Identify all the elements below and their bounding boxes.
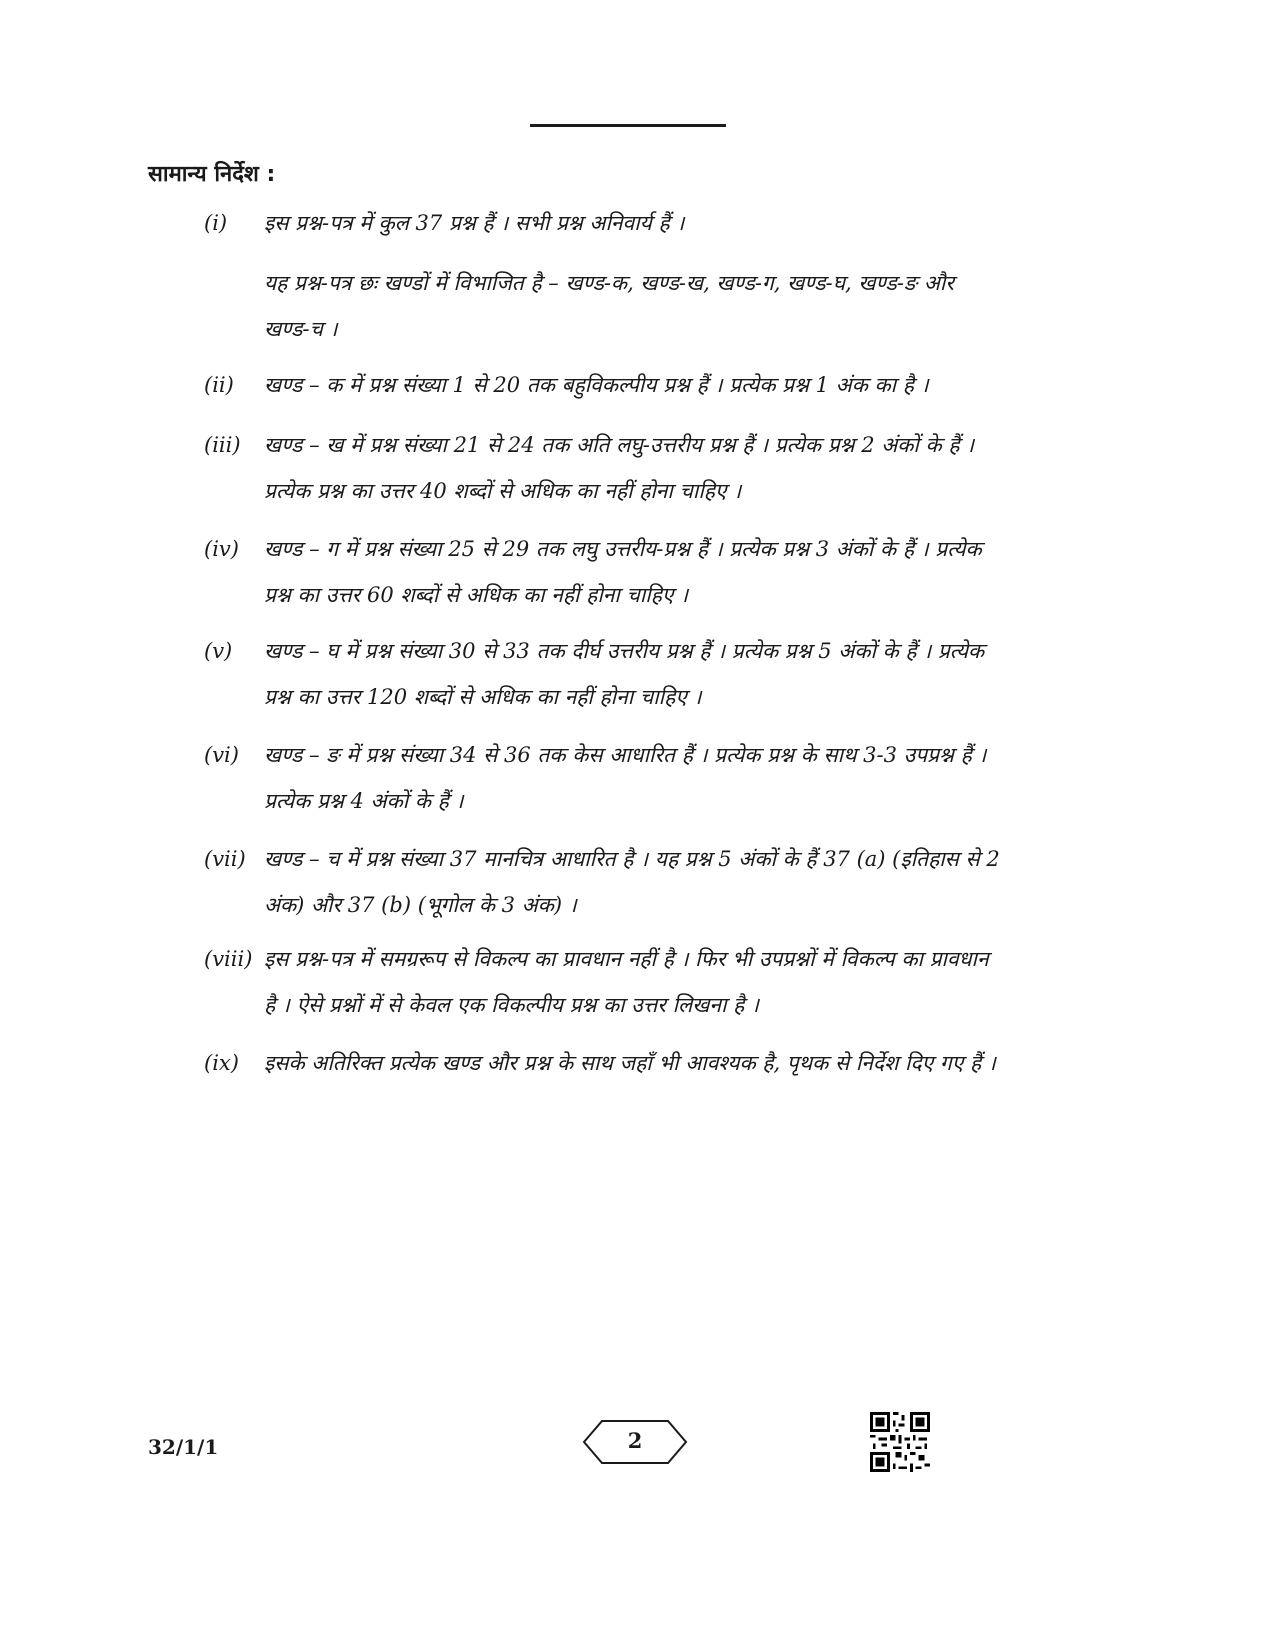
instruction-line — [264, 246, 1104, 260]
instruction-text — [264, 936, 1104, 1028]
instruction-text — [264, 1040, 1104, 1086]
top-divider — [530, 124, 726, 127]
instruction-number: (iv) — [204, 537, 239, 561]
instruction-line: प्रत्येक प्रश्न का उत्तर 40 शब्दों से अधिक का नहीं होना चाहिए । — [264, 479, 742, 503]
instruction-line: खण्ड – ख में प्रश्न संख्या 21 से 24 तक अति लघु-उत्तरीय प्रश्न हैं । प्रत्येक प्रश्न 2 अंकों के हैं । — [264, 433, 975, 457]
instruction-number: (iii) — [204, 433, 241, 457]
instruction-line: है । ऐसे प्रश्नों में से केवल एक विकल्पीय प्रश्न का उत्तर लिखना है । — [264, 993, 759, 1017]
instruction-line: प्रश्न का उत्तर 60 शब्दों से अधिक का नहीं होना चाहिए । — [264, 583, 689, 607]
instruction-line: खण्ड – ग में प्रश्न संख्या 25 से 29 तक लघु उत्तरीय-प्रश्न हैं । प्रत्येक प्रश्न 3 अंकों के हैं । प्रत्येक — [264, 537, 982, 561]
instruction-text — [264, 526, 1104, 618]
instruction-text — [264, 836, 1104, 928]
instruction-line: खण्ड – ङ में प्रश्न संख्या 34 से 36 तक केस आधारित हैं । प्रत्येक प्रश्न के साथ 3-3 उपप्रश्न हैं । — [264, 743, 987, 767]
general-instructions-heading: सामान्य निर्देश : — [148, 162, 276, 187]
instruction-line: खण्ड-च । — [264, 317, 338, 341]
instruction-text — [264, 422, 1104, 514]
instruction-line: अंक) और 37 (b) (भूगोल के 3 अंक) । — [264, 893, 577, 917]
page-number-badge — [580, 1418, 690, 1466]
instruction-number: (v) — [204, 639, 233, 663]
instruction-line: प्रत्येक प्रश्न 4 अंकों के हैं । — [264, 789, 464, 813]
instruction-number: (i) — [204, 211, 228, 235]
instruction-text — [264, 200, 1104, 352]
instruction-line: इस प्रश्न-पत्र में समग्ररूप से विकल्प का प्रावधान नहीं है । फिर भी उपप्रश्नों में विकल्प का प्रावधान — [264, 947, 989, 971]
instruction-line: यह प्रश्न-पत्र छः खण्डों में विभाजित है – खण्ड-क, खण्ड-ख, खण्ड-ग, खण्ड-घ, खण्ड-ङ और — [264, 271, 954, 295]
instruction-line: खण्ड – च में प्रश्न संख्या 37 मानचित्र आधारित है । यह प्रश्न 5 अंकों के हैं 37 (a) (इतिहास से 2 — [264, 847, 1000, 871]
page-number: 2 — [627, 1428, 643, 1453]
instruction-text — [264, 628, 1104, 720]
instruction-line: खण्ड – क में प्रश्न संख्या 1 से 20 तक बहुविकल्पीय प्रश्न हैं । प्रत्येक प्रश्न 1 अंक का है । — [264, 373, 929, 397]
qr-code-icon — [870, 1412, 930, 1472]
instruction-text — [264, 362, 1104, 408]
instruction-line: इस प्रश्न-पत्र में कुल 37 प्रश्न हैं । सभी प्रश्न अनिवार्य हैं । — [264, 211, 685, 235]
instruction-line: प्रश्न का उत्तर 120 शब्दों से अधिक का नहीं होना चाहिए । — [264, 685, 702, 709]
instruction-number: (ii) — [204, 373, 234, 397]
instruction-number: (vi) — [204, 743, 239, 767]
instruction-number: (vii) — [204, 847, 246, 871]
instruction-text — [264, 732, 1104, 824]
instruction-number: (ix) — [204, 1051, 239, 1075]
paper-code: 32/1/1 — [148, 1435, 219, 1459]
instruction-line: खण्ड – घ में प्रश्न संख्या 30 से 33 तक दीर्घ उत्तरीय प्रश्न हैं । प्रत्येक प्रश्न 5 अंकों के हैं । प्रत्येक — [264, 639, 985, 663]
instruction-number: (viii) — [204, 947, 253, 971]
instruction-line: इसके अतिरिक्त प्रत्येक खण्ड और प्रश्न के साथ जहाँ भी आवश्यक है, पृथक से निर्देश दिए गए हैं । — [264, 1051, 996, 1075]
